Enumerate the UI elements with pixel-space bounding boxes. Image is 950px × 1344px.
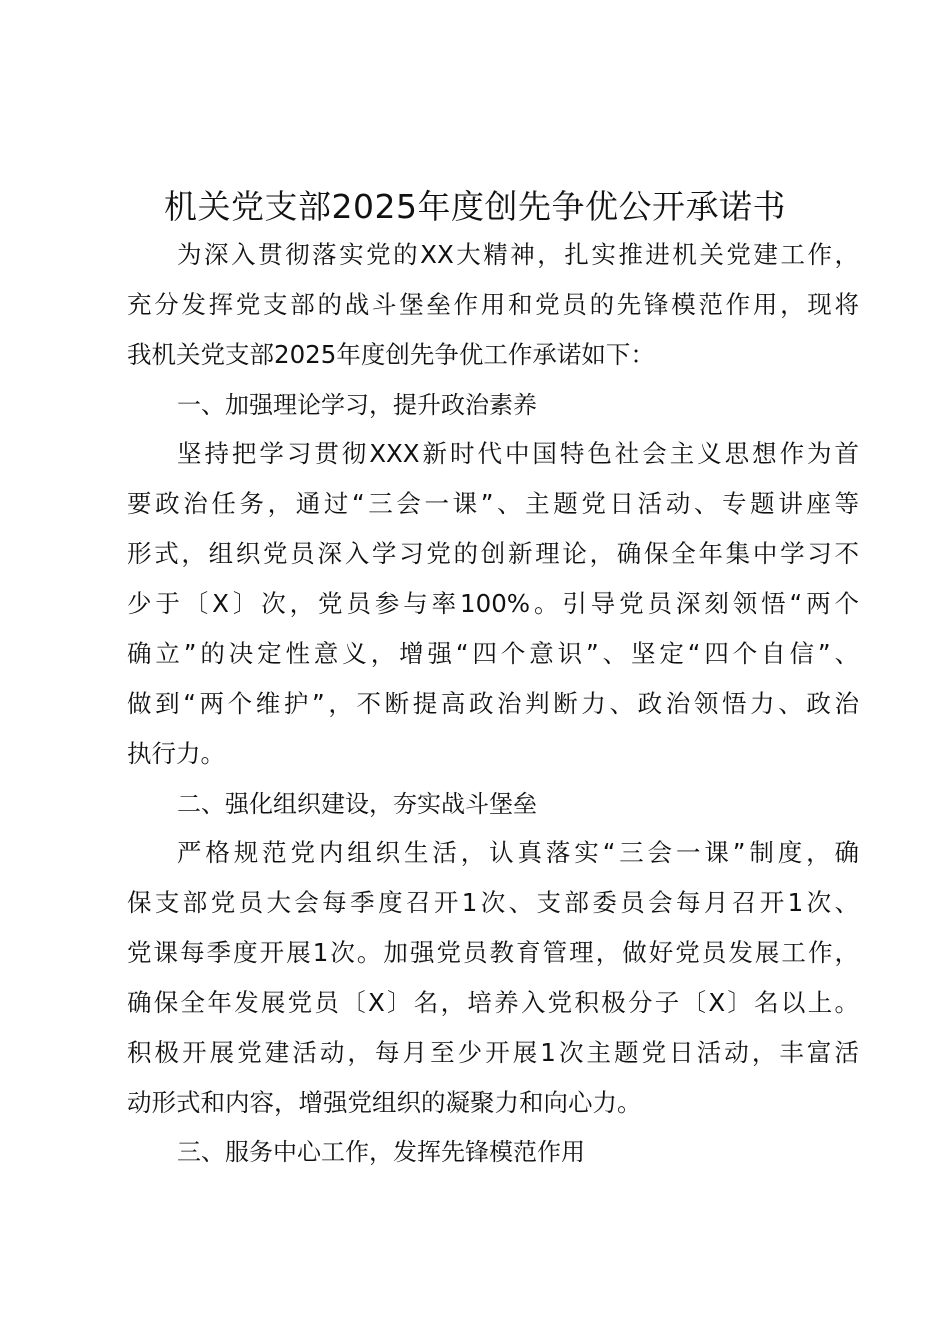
- intro-line-2: 充分发挥党支部的战斗堡垒作用和党员的先锋模范作用，现将: [127, 290, 859, 319]
- section3-heading: 三、服务中心工作，发挥先锋模范作用: [177, 1138, 585, 1166]
- section1-line-3: 形式，组织党员深入学习党的创新理论，确保全年集中学习不: [127, 539, 859, 568]
- intro-line-3: 我机关党支部2025年度创先争优工作承诺如下：: [127, 340, 655, 369]
- section2-line-3: 党课每季度开展1次。加强党员教育管理，做好党员发展工作，: [127, 938, 859, 967]
- section2-line-1: 严格规范党内组织生活，认真落实“三会一课”制度，确: [177, 838, 859, 867]
- section1-line-4: 少于〔X〕次，党员参与率100%。引导党员深刻领悟“两个: [127, 589, 859, 618]
- section1-line-5: 确立”的决定性意义，增强“四个意识”、坚定“四个自信”、: [127, 639, 859, 668]
- section2-heading: 二、强化组织建设，夯实战斗堡垒: [177, 790, 537, 818]
- section2-line-5: 积极开展党建活动，每月至少开展1次主题党日活动，丰富活: [127, 1038, 859, 1067]
- section1-line-1: 坚持把学习贯彻XXX新时代中国特色社会主义思想作为首: [177, 439, 859, 468]
- section2-line-6: 动形式和内容，增强党组织的凝聚力和向心力。: [127, 1088, 642, 1117]
- section1-line-7: 执行力。: [127, 739, 225, 768]
- document-title: 机关党支部2025年度创先争优公开承诺书: [164, 187, 786, 226]
- section2-line-2: 保支部党员大会每季度召开1次、支部委员会每月召开1次、: [127, 888, 859, 917]
- section1-heading: 一、加强理论学习，提升政治素养: [177, 391, 537, 419]
- intro-line-1: 为深入贯彻落实党的XX大精神，扎实推进机关党建工作，: [177, 240, 859, 269]
- section1-line-6: 做到“两个维护”，不断提高政治判断力、政治领悟力、政治: [127, 689, 859, 718]
- section1-line-2: 要政治任务，通过“三会一课”、主题党日活动、专题讲座等: [127, 489, 859, 518]
- section2-line-4: 确保全年发展党员〔X〕名，培养入党积极分子〔X〕名以上。: [127, 988, 859, 1017]
